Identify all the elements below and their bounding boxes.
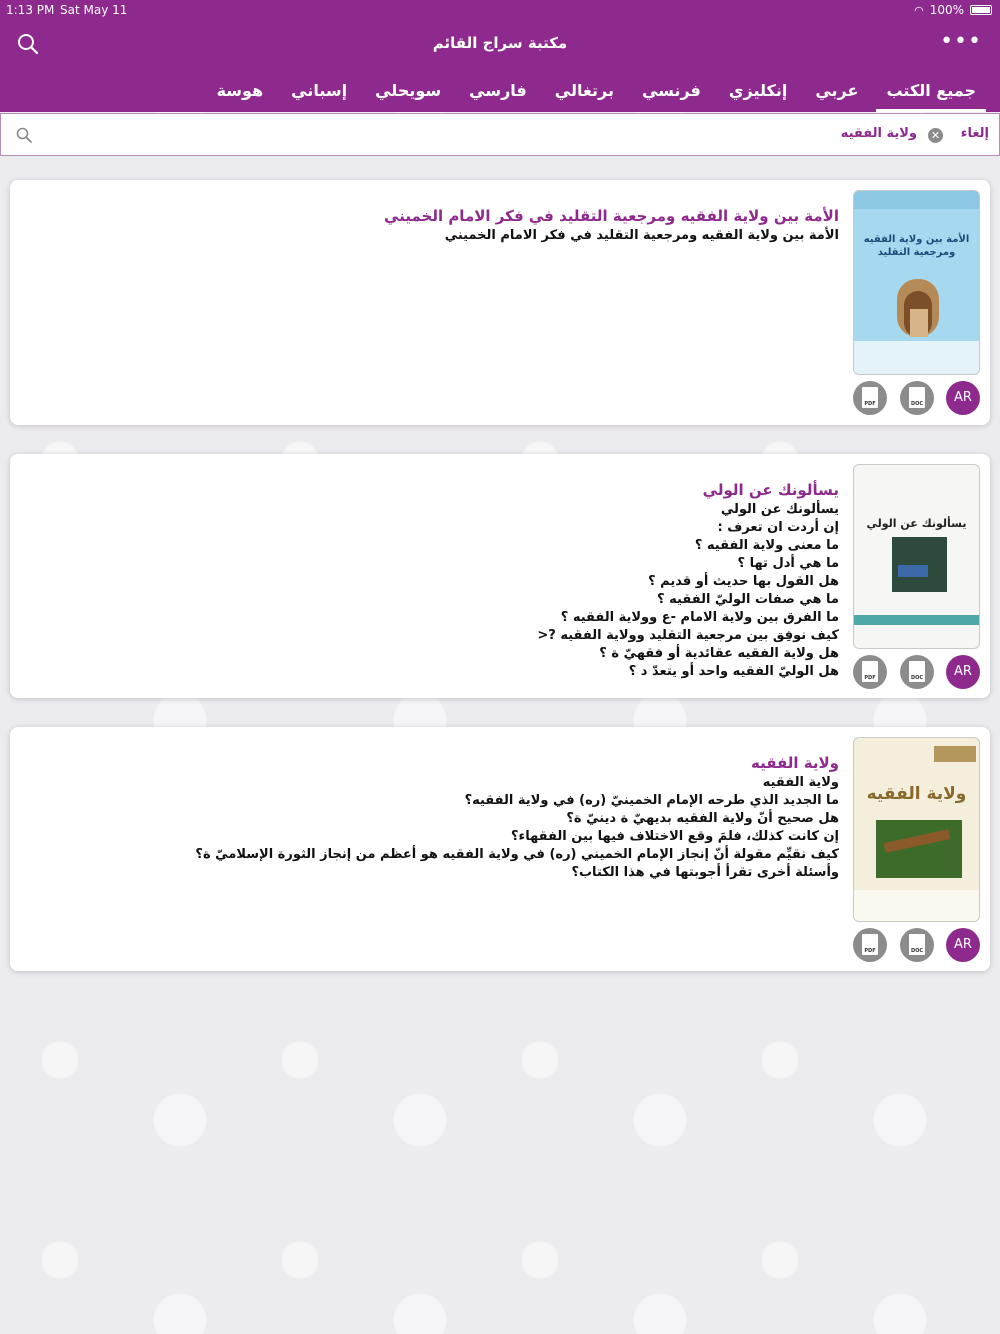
- book-description-line: كيف نوفِق بين مرجعية التقليد وولاية الفقيه ?<: [537, 628, 839, 643]
- book-description-line: إن أردت ان تعرف :: [717, 520, 839, 535]
- doc-file-icon: DOC: [909, 661, 925, 682]
- language-ar-button[interactable]: AR: [946, 928, 980, 962]
- app-title: مكتبة سراج القائم: [432, 34, 568, 52]
- status-indicators: [914, 3, 992, 17]
- book-card[interactable]: [10, 180, 990, 425]
- search-field-icon: [15, 126, 33, 144]
- book-description-line: إن كانت كذلك، فلمَ وقع الاختلاف فيها بين الفقهاء؟: [511, 829, 839, 844]
- book-info: [39, 479, 839, 681]
- tab-portuguese[interactable]: برتغالي: [554, 80, 614, 100]
- book-title[interactable]: الأمة بين ولاية الفقيه ومرجعية التقليد في فكر الامام الخميني: [384, 207, 839, 225]
- book-description-line: ولاية الفقيه: [762, 775, 839, 790]
- book-description-line: ما الجديد الذي طرحه الإمام الخمينيّ (ره) في ولاية الفقيه؟: [464, 793, 839, 808]
- book-description-line: هل صحيح أنّ ولاية الفقيه بديهيّ ة دينيّ ة؟: [566, 811, 839, 826]
- download-doc-button[interactable]: [900, 655, 934, 689]
- book-info: [39, 205, 839, 245]
- download-pdf-button[interactable]: [853, 928, 887, 962]
- language-ar-button[interactable]: AR: [946, 655, 980, 689]
- cancel-button[interactable]: إلغاء: [960, 126, 989, 141]
- book-description-line: ما هي صفات الوليّ الفقيه ؟: [657, 592, 839, 607]
- book-actions: [853, 381, 980, 415]
- clear-search-icon[interactable]: ✕: [928, 128, 943, 143]
- book-description-line: هل ولاية الفقيه عقائدية أو فقهيّ ة ؟: [599, 646, 839, 661]
- status-time: 1:13 PM: [6, 3, 55, 17]
- tab-english[interactable]: إنكليزي: [728, 80, 788, 100]
- wifi-icon: ◠: [914, 3, 924, 17]
- pdf-file-icon: PDF: [862, 934, 878, 955]
- tab-hausa[interactable]: هوسة: [216, 80, 264, 100]
- book-description-line: ما معنى ولاية الفقيه ؟: [694, 538, 839, 553]
- book-card[interactable]: [10, 727, 990, 971]
- language-tabs: [0, 68, 1000, 112]
- search-bar[interactable]: [0, 113, 1000, 156]
- book-description-line: ما الفرق بين ولاية الامام -ع وولاية الفقيه ؟: [560, 610, 839, 625]
- tab-all-books[interactable]: جميع الكتب: [872, 68, 990, 112]
- doc-file-icon: DOC: [909, 934, 925, 955]
- book-actions: [853, 928, 980, 962]
- battery-percent: 100%: [929, 3, 964, 17]
- book-description-line: يسألونك عن الولي: [720, 502, 839, 517]
- pdf-file-icon: PDF: [862, 661, 878, 682]
- book-title[interactable]: يسألونك عن الولي: [702, 481, 839, 499]
- book-description-line: ما هي أدل تها ؟: [737, 556, 839, 571]
- book-title[interactable]: ولاية الفقيه: [750, 754, 839, 772]
- doc-file-icon: DOC: [909, 387, 925, 408]
- battery-icon: [970, 5, 992, 15]
- book-cover[interactable]: [853, 737, 980, 922]
- cover-title: يسألونك عن الولي: [866, 517, 967, 530]
- tab-french[interactable]: فرنسي: [641, 80, 701, 100]
- book-cover[interactable]: [853, 190, 980, 375]
- language-ar-button[interactable]: AR: [946, 381, 980, 415]
- book-description-line: هل الوليّ الفقيه واحد أو يتعدّ د ؟: [628, 664, 839, 679]
- book-cover[interactable]: [853, 464, 980, 649]
- book-actions: [853, 655, 980, 689]
- pdf-file-icon: PDF: [862, 387, 878, 408]
- cover-title: ولاية الفقيه: [866, 784, 967, 804]
- download-doc-button[interactable]: [900, 928, 934, 962]
- more-options-icon[interactable]: •••: [940, 29, 982, 54]
- search-input[interactable]: ولاية الفقيه: [840, 126, 917, 141]
- book-description-line: هل القول بها حديث أو قديم ؟: [648, 574, 839, 589]
- book-description-line: كيف نقيِّم مقولة أنّ إنجاز الإمام الخميني (ره) في ولاية الفقيه هو أعظم من إنجاز الثورة الإسلاميّ ة؟: [195, 847, 839, 862]
- book-info: [39, 752, 839, 882]
- book-description-line: وأسئلة أخرى تقرأ أجوبتها في هذا الكتاب؟: [571, 865, 839, 880]
- download-pdf-button[interactable]: [853, 381, 887, 415]
- download-doc-button[interactable]: [900, 381, 934, 415]
- cover-title: الأمة بين ولاية الفقيه ومرجعية التقليد: [863, 234, 970, 258]
- tab-spanish[interactable]: إسباني: [291, 80, 348, 100]
- nav-bar: [0, 0, 1000, 68]
- book-card[interactable]: [10, 454, 990, 698]
- download-pdf-button[interactable]: [853, 655, 887, 689]
- tab-swahili[interactable]: سويحلي: [375, 80, 442, 100]
- status-date: Sat May 11: [60, 3, 128, 17]
- tab-persian[interactable]: فارسي: [469, 80, 527, 100]
- book-description-line: الأمة بين ولاية الفقيه ومرجعية التقليد في فكر الامام الخميني: [444, 228, 839, 243]
- tab-arabic[interactable]: عربي: [815, 80, 859, 100]
